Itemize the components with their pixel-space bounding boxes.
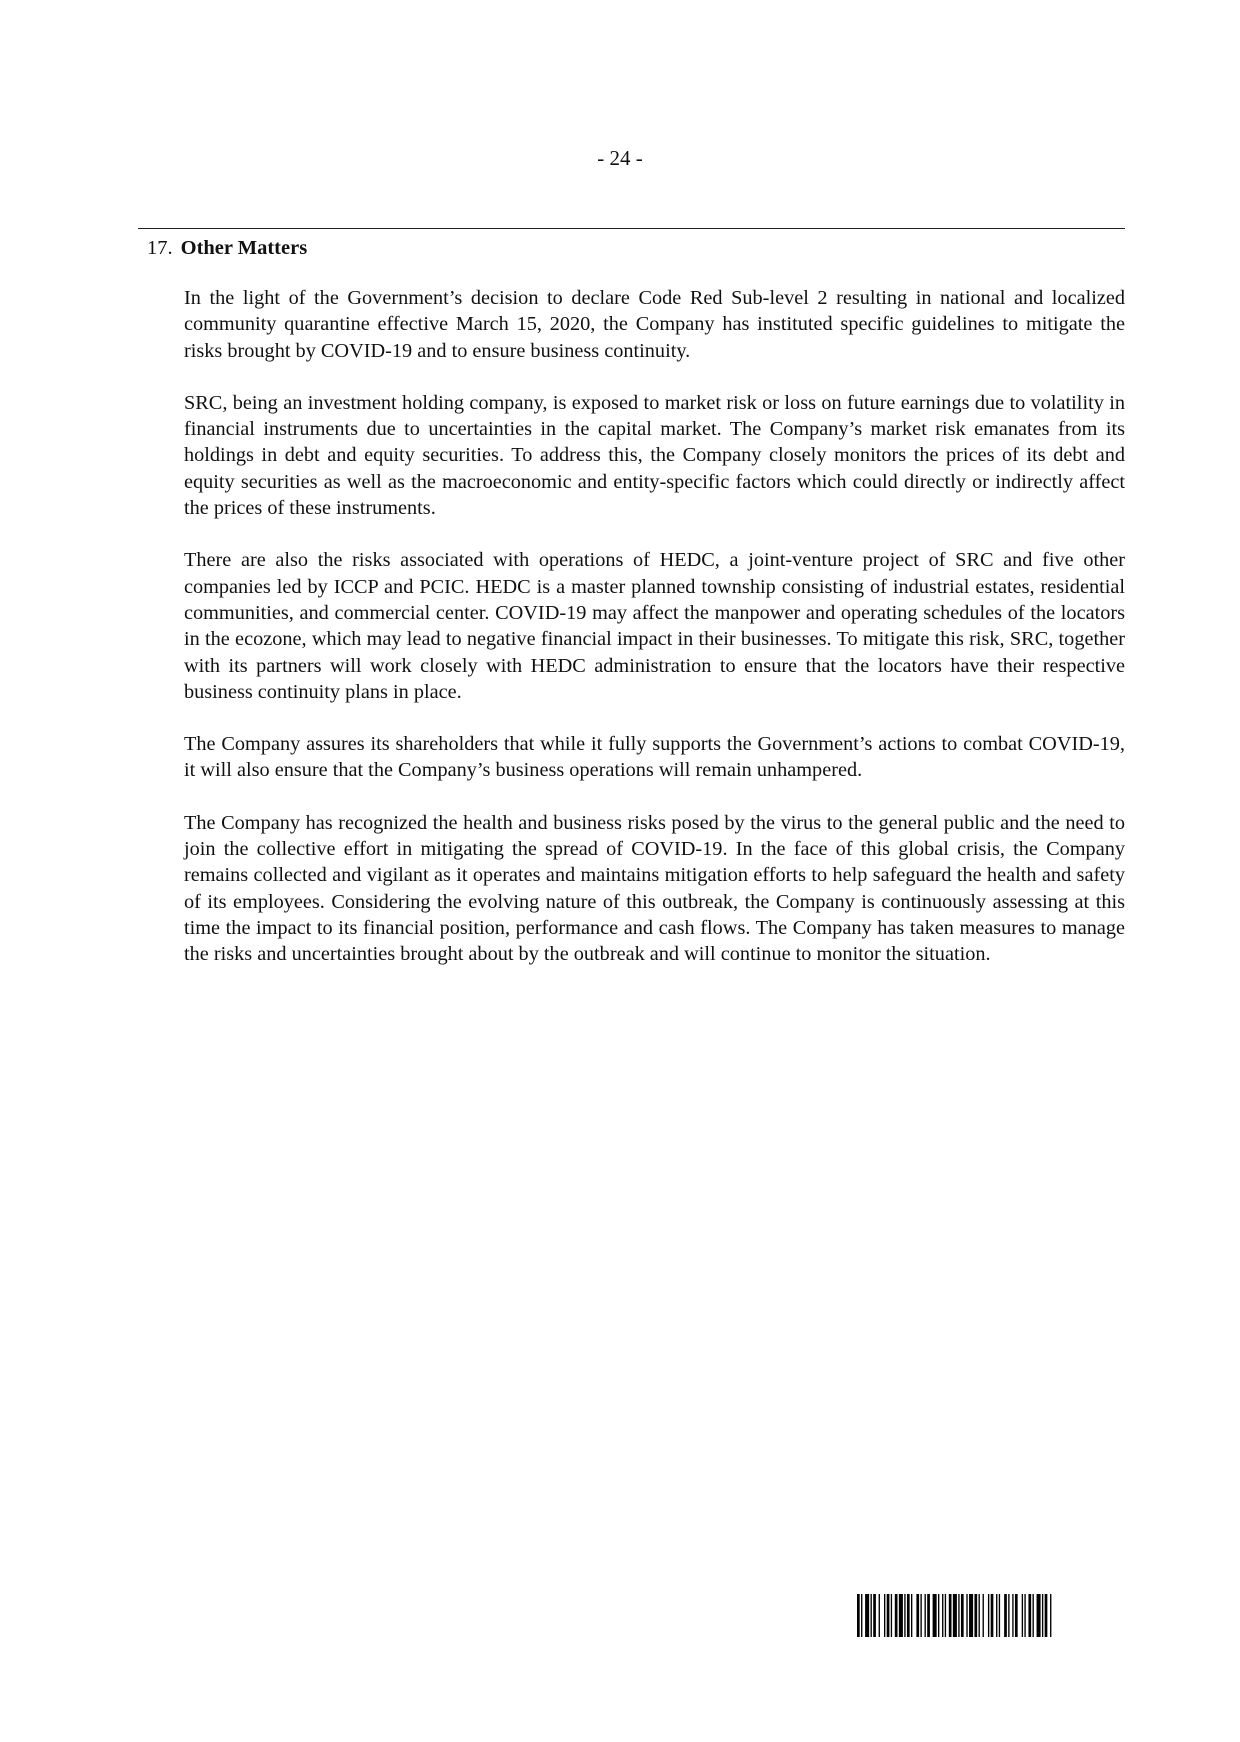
barcode-image xyxy=(857,1594,1119,1637)
header-rule xyxy=(138,228,1125,229)
paragraph: The Company has recognized the health and business risks posed by the virus to the general public and the need to join the collective effort in mitigating the spread of COVID-19. In the face of this global crisis, the Company remains collected and vigilant as it operates and maintains mitigation efforts to help safeguard the health and safety of its employees. Considering the evolving nature of this outbreak, the Company is continuously assessing at this time the impact to its financial position, performance and cash flows. The Company has taken measures to manage the risks and uncertainties brought about by the outbreak and will continue to monitor the situation. xyxy=(184,811,1125,966)
page-number: - 24 - xyxy=(597,146,643,170)
paragraph: In the light of the Government’s decision to declare Code Red Sub-level 2 resulting in national and localized community quarantine effective March 15, 2020, the Company has instituted specific guidelines to mitigate the risks brought by COVID-19 and to ensure business continuity. xyxy=(184,287,1125,362)
paragraph: SRC, being an investment holding company, is exposed to market risk or loss on future earnings due to volatility in financial instruments due to uncertainties in the capital market. The Company’s market risk emanates from its holdings in debt and equity securities. To address this, the Company closely monitors the prices of its debt and equity securities as well as the macroeconomic and entity-specific factors which could directly or indirectly affect the prices of these instruments. xyxy=(184,391,1125,520)
section-heading xyxy=(147,236,307,261)
paragraph: There are also the risks associated with operations of HEDC, a joint-venture project of SRC and five other companies led by ICCP and PCIC. HEDC is a master planned township consisting of industrial estates, residential communities, and commercial center. COVID-19 may affect the manpower and operating schedules of the locators in the ecozone, which may lead to negative financial impact in their businesses. To mitigate this risk, SRC, together with its partners will work closely with HEDC administration to ensure that the locators have their respective business continuity plans in place. xyxy=(184,549,1125,703)
section-number: 17. xyxy=(147,237,173,259)
section-title: Other Matters xyxy=(180,237,308,259)
body-text xyxy=(184,285,1125,994)
paragraph: The Company assures its shareholders that while it fully supports the Government’s actions to combat COVID-19, it will also ensure that the Company’s business operations will remain unhampered. xyxy=(184,733,1125,782)
